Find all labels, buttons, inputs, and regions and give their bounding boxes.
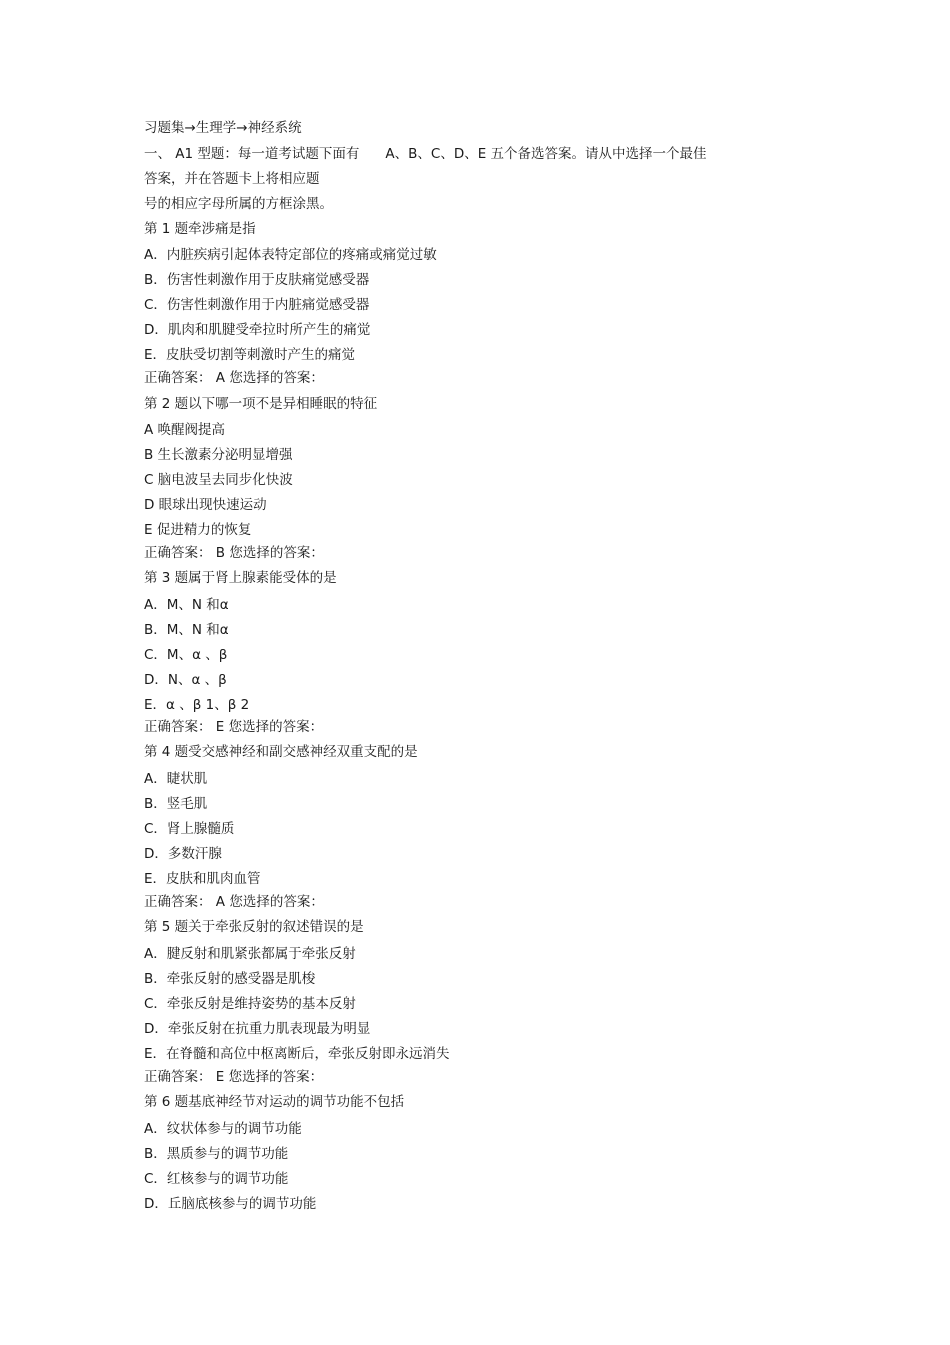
instructions-line-3: 号的相应字母所属的方框涂黑。 xyxy=(144,196,333,212)
option: D．多数汗腺 xyxy=(144,846,222,862)
option: E．在脊髓和高位中枢离断后，牵张反射即永远消失 xyxy=(144,1046,450,1062)
option: E 促进精力的恢复 xyxy=(144,522,252,538)
instructions-line-1b: A、B、C、D、E 五个备选答案。请从中选择一个最佳 xyxy=(385,146,707,162)
answer-line: 正确答案： A 您选择的答案： xyxy=(144,370,324,386)
answer-line: 正确答案： A 您选择的答案： xyxy=(144,894,324,910)
answer-line: 正确答案： E 您选择的答案： xyxy=(144,719,324,735)
question-title: 第 5 题关于牵张反射的叙述错误的是 xyxy=(144,919,364,935)
option: D．丘脑底核参与的调节功能 xyxy=(144,1196,317,1212)
option: A．腱反射和肌紧张都属于牵张反射 xyxy=(144,946,356,962)
answer-line: 正确答案： B 您选择的答案： xyxy=(144,545,324,561)
question-title: 第 2 题以下哪一项不是异相睡眠的特征 xyxy=(144,396,378,412)
option: A．内脏疾病引起体表特定部位的疼痛或痛觉过敏 xyxy=(144,247,437,263)
option: E．皮肤受切割等刺激时产生的痛觉 xyxy=(144,347,356,363)
option: C．M、α 、β xyxy=(144,647,228,663)
answer-line: 正确答案： E 您选择的答案： xyxy=(144,1069,324,1085)
option: A．纹状体参与的调节功能 xyxy=(144,1121,302,1137)
option: B．黑质参与的调节功能 xyxy=(144,1146,289,1162)
option: B．竖毛肌 xyxy=(144,796,208,812)
option: A．M、N 和α xyxy=(144,597,229,613)
option: E．α 、β 1、β 2 xyxy=(144,697,250,713)
instructions-line-1a: 一、 A1 型题：每一道考试题下面有 xyxy=(144,146,360,162)
option: D．牵张反射在抗重力肌表现最为明显 xyxy=(144,1021,371,1037)
option: C．肾上腺髓质 xyxy=(144,821,235,837)
breadcrumb: 习题集→生理学→神经系统 xyxy=(144,120,302,136)
option: C．牵张反射是维持姿势的基本反射 xyxy=(144,996,356,1012)
option: B．伤害性刺激作用于皮肤痛觉感受器 xyxy=(144,272,370,288)
option: C．红核参与的调节功能 xyxy=(144,1171,289,1187)
option: B．牵张反射的感受器是肌梭 xyxy=(144,971,316,987)
instructions-line-2: 答案，并在答题卡上将相应题 xyxy=(144,171,320,187)
option: A 唤醒阀提高 xyxy=(144,422,226,438)
question-title: 第 4 题受交感神经和副交感神经双重支配的是 xyxy=(144,744,418,760)
option: B．M、N 和α xyxy=(144,622,229,638)
option: D．N、α 、β xyxy=(144,672,227,688)
question-title: 第 3 题属于肾上腺素能受体的是 xyxy=(144,570,337,586)
option: A．睫状肌 xyxy=(144,771,208,787)
option: D．肌肉和肌腱受牵拉时所产生的痛觉 xyxy=(144,322,371,338)
option: E．皮肤和肌肉血管 xyxy=(144,871,261,887)
question-title: 第 1 题牵涉痛是指 xyxy=(144,221,256,237)
question-title: 第 6 题基底神经节对运动的调节功能不包括 xyxy=(144,1094,405,1110)
option: D 眼球出现快速运动 xyxy=(144,497,267,513)
option: C．伤害性刺激作用于内脏痛觉感受器 xyxy=(144,297,370,313)
instructions-line-1 xyxy=(144,145,707,163)
option: B 生长激素分泌明显增强 xyxy=(144,447,293,463)
option: C 脑电波呈去同步化快波 xyxy=(144,472,293,488)
